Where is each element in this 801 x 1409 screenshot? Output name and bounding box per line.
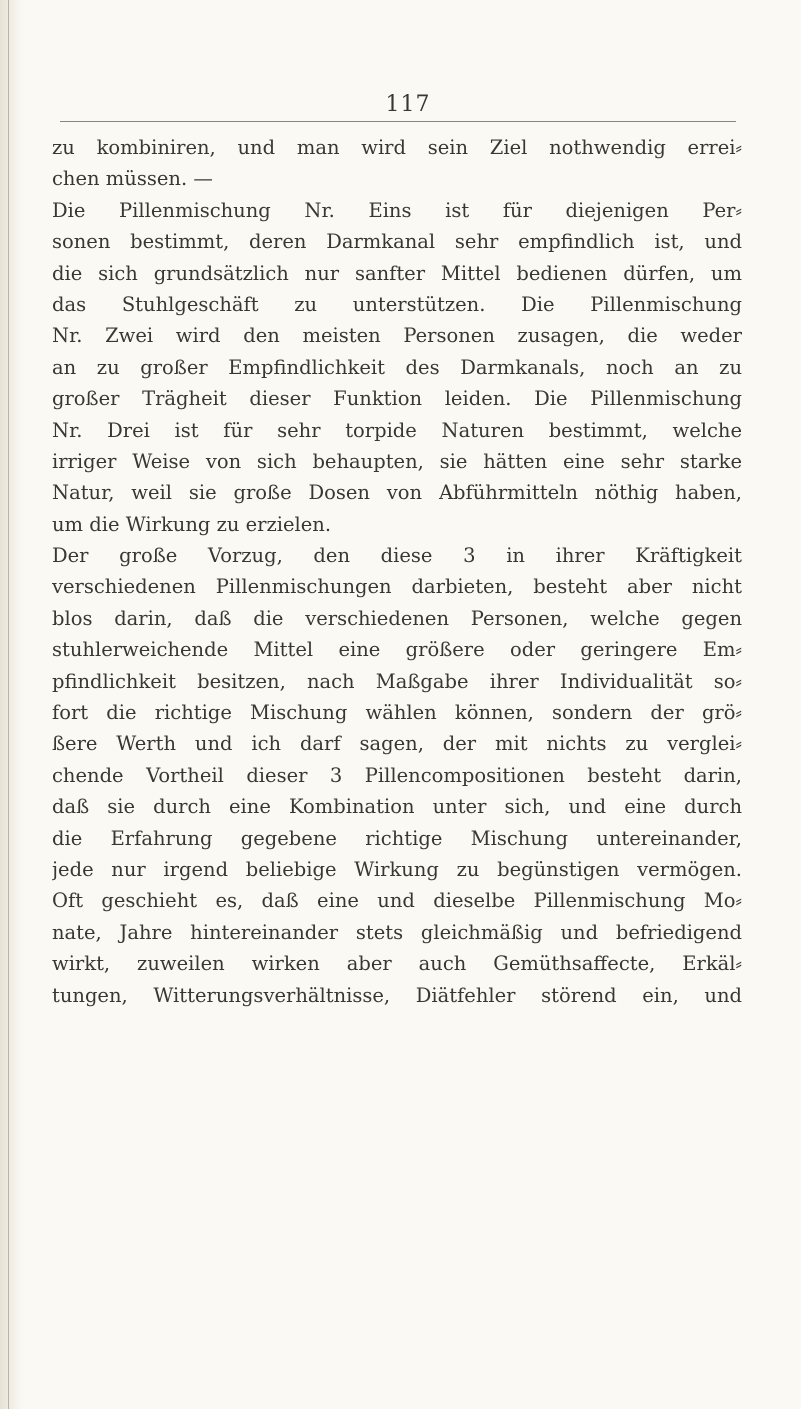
- book-binding-edge: [0, 0, 22, 1409]
- text-line: daß sie durch eine Kombination unter sich, und eine durch: [52, 795, 742, 819]
- text-line: stuhlerweichende Mittel eine größere oder geringere Em⸗: [52, 638, 742, 662]
- text-line: Die Pillenmischung Nr. Eins ist für diejenigen Per⸗: [52, 198, 742, 222]
- text-line: irriger Weise von sich behaupten, sie hätten eine sehr starke: [52, 449, 742, 473]
- text-line: wirkt, zuweilen wirken aber auch Gemüthsaffecte, Erkäl⸗: [52, 952, 742, 976]
- text-line: verschiedenen Pillenmischungen darbieten, besteht aber nicht: [52, 575, 742, 599]
- text-line: fort die richtige Mischung wählen können, sondern der grö⸗: [52, 701, 742, 725]
- text-line: nate, Jahre hintereinander stets gleichmäßig und befriedigend: [52, 920, 742, 944]
- text-line: das Stuhlgeschäft zu unterstützen. Die Pillenmischung: [52, 292, 742, 316]
- body-text: [52, 132, 742, 1011]
- text-line: jede nur irgend beliebige Wirkung zu begünstigen vermögen.: [52, 857, 742, 881]
- text-line: chende Vortheil dieser 3 Pillencompositionen besteht darin,: [52, 763, 742, 787]
- page-number: 117: [385, 92, 431, 117]
- text-line: sonen bestimmt, deren Darmkanal sehr empfindlich ist, und: [52, 230, 742, 254]
- text-line: Der große Vorzug, den diese 3 in ihrer Kräftigkeit: [52, 544, 742, 568]
- text-line: an zu großer Empfindlichkeit des Darmkanals, noch an zu: [52, 355, 742, 379]
- text-line: ßere Werth und ich darf sagen, der mit nichts zu verglei⸗: [52, 732, 742, 756]
- text-line: Natur, weil sie große Dosen von Abführmitteln nöthig haben,: [52, 481, 742, 505]
- text-line: die Erfahrung gegebene richtige Mischung untereinander,: [52, 826, 742, 850]
- text-line: die sich grundsätzlich nur sanfter Mittel bedienen dürfen, um: [52, 261, 742, 285]
- text-line: tungen, Witterungsverhältnisse, Diätfehler störend ein, und: [52, 983, 742, 1007]
- text-line: großer Trägheit dieser Funktion leiden. Die Pillenmischung: [52, 387, 742, 411]
- text-line: blos darin, daß die verschiedenen Personen, welche gegen: [52, 606, 742, 630]
- text-line: Nr. Drei ist für sehr torpide Naturen bestimmt, welche: [52, 418, 742, 442]
- text-line: chen müssen. —: [52, 167, 213, 191]
- text-line: zu kombiniren, und man wird sein Ziel nothwendig errei⸗: [52, 136, 742, 159]
- text-line: um die Wirkung zu erzielen.: [52, 512, 332, 536]
- page-number-rule: [60, 121, 736, 122]
- text-line: Oft geschieht es, daß eine und dieselbe Pillenmischung Mo⸗: [52, 889, 742, 913]
- binding-line: [8, 0, 9, 1409]
- text-line: Nr. Zwei wird den meisten Personen zusagen, die weder: [52, 324, 742, 348]
- text-line: pfindlichkeit besitzen, nach Maßgabe ihrer Individualität so⸗: [52, 669, 742, 693]
